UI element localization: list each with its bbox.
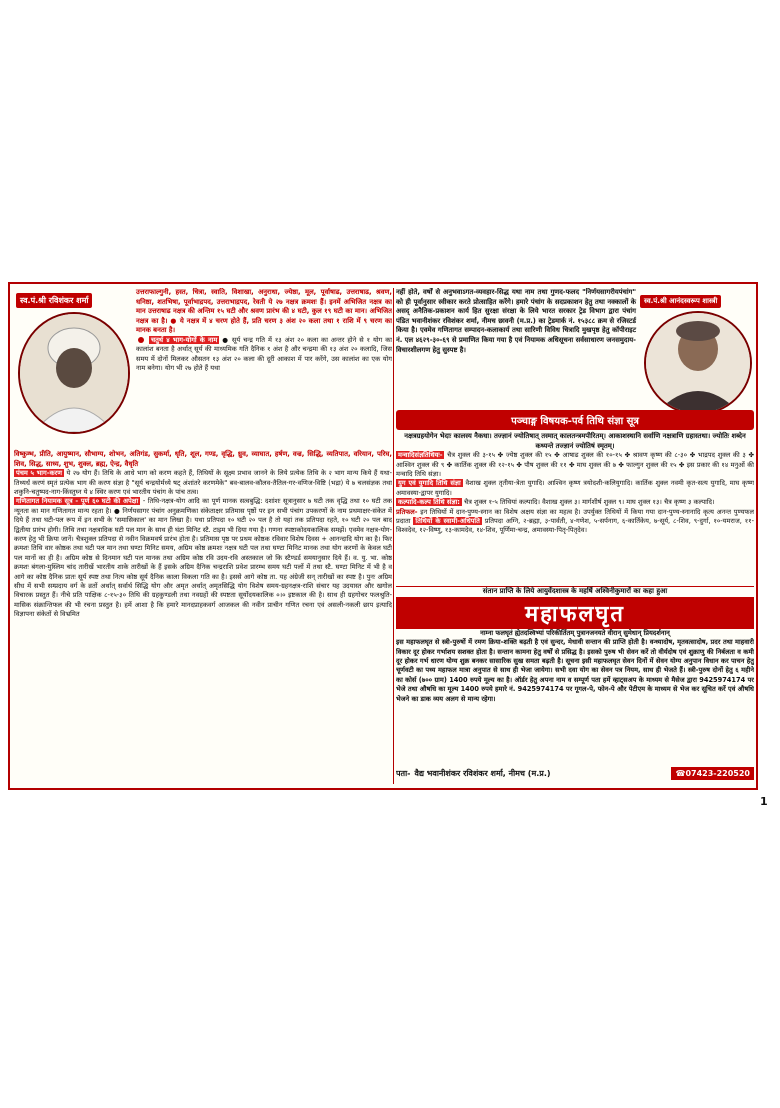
right-portrait-image [644, 311, 752, 415]
left-portrait-image [18, 312, 130, 434]
kalpadi-heading: कल्पादि-कल्प तिथि संज्ञा: [398, 498, 460, 507]
contact-prefix: पता- [396, 768, 411, 778]
karan-text: ये २७ योग हैं। तिथि के आधे भाग को करण कहते हैं, तिथियों के सूक्ष्म प्रभाव जानने के लिये प्रत्येक तिथि के २ भाग मान्य किये हैं यथा- तिथ्यर्धं करणं स्मृतं प्रत्येक भाग की करण संज्ञा है "सूर्य चन्द्रयोर्मध्ये षट् अंशांतरे करणमेके" बव-बालव-कौलव-तैतिल-गर-वणिज-विष्टि (भद्रा) ये ७ चलसंज्ञक तथा शकुनि-चतुष्पद-नाग-किंस्तुघ्न ये ४ स्थिर करण एवं भारतीय पंचांग के पांच तत्व। [14, 469, 392, 496]
nakshatra-section [136, 288, 392, 448]
pratifal-heading: प्रतिफल- [396, 507, 418, 516]
ad-shloka: नाम्ना फलघृतं ह्येतदश्विभ्यां परिकीर्तितम् पुत्रानजनयते वीरान् सुमेधान् प्रियदर्शनान् [480, 628, 670, 637]
left-portrait-name: स्व.पं.श्री रविशंकर शर्मा [16, 293, 92, 308]
swami-text: प्रतिपदा अग्नि, २-ब्रह्मा, ३-पार्वती, ४-गणेश, ५-सर्पनाग, ६-कार्तिकेय, ७-सूर्य, ८-शिव, ९-दुर्गा, १०-यमराज, ११-विश्वदेव, १२-विष्णु, १३-कामदेव, १४-शिव, पूर्णिमा-चन्द्र, अमावस्या-पितृ-पितृदेव। [396, 517, 754, 535]
pratifal-section [396, 508, 754, 536]
right-portrait-name: स्व.पं.श्री आनंदस्वरूप शास्त्री [640, 295, 721, 308]
right-column [396, 288, 754, 784]
almanac-page [8, 282, 758, 790]
ad-header: संतान प्राप्ति के लिये आयुर्वेदशास्त्र के महर्षि अश्विनीकुमारों का कहा हुआ [482, 587, 668, 595]
contact-name: वैद्य भवानीशंकर रविशंकर शर्मा, नीमच (म.प्र.) [414, 768, 551, 778]
ad-text: इस महाफलघृत से स्त्री-पुरुषों में रमण क्रिया-शक्ति बढ़ती है एवं सुन्दर, मेधावी सन्तान की प्राप्ति होती है। वन्ध्यादोष, मृतवत्सादोष, प्रदर तथा माहवारी विकार दूर होकर गर्भाशय सशक्त होता है। सन्तान कामना हेतु वर्षों से प्रसिद्ध है। इसको पुरुष भी सेवन करें तो वीर्यदोष एवं शुक्राणु की निर्बलता व कमी दूर होकर गर्भ धारण योग्य शुक्र बनकर सासारिक सुख समता बढ़ती है। सूचना इसी महाफलघृत सेवन दिनों में सेवन योग्य अनुपान विधान कर पाचन हेतु चूर्णवटी का पथ्य महाफल मात्रा अनुपात से साथ ही भेजा जायेगा। सभी दवा योग का सेवन पत्र नियम, साथ ही भेजते हैं। स्त्री-पुरुष दोनों हेतु ६ महीने का कोर्स (७०० ग्राम) 1400 रुपये मूल्य का है। ऑर्डर हेतु अपना नाम व सम्पूर्ण पता हमें व्हाट्सअप के माध्यम से मैसेज द्वारा 9425974174 पर भेजे तथा औषधि का मूल्य 1400 रुपये हमारे नं. 9425974174 पर गूगल-पे, फोन-पे और पेटीएम के माध्यम से भेज कर सूचित करें एवं औषधि भेजने का डाक व्यय अलग से मान्य रहेगा। [396, 638, 754, 703]
ad-title: महाफलघृत [396, 597, 754, 629]
nakshatra-list: उत्तराफाल्गुनी, हस्त, चित्रा, स्वाति, विशाखा, अनुराधा, ज्येष्ठा, मूल, पूर्वाषाढ, उत्तराषाढ, श्रवण, धनिष्ठा, शतभिषा, पूर्वाभाद्रपद, उत्तराभाद्रपद, रेवती ये २७ नक्षत्र क्रमशः हैं। इनमें अभिजित नक्षत्र का मान उत्तराषाढ नक्षत्र की अन्तिम १५ घटी और श्रवण प्रारंभ की ४ घटी, कुल १९ घटी का मान। अभिजित नक्षत्र का है। ● ये नक्षत्र में ४ चरण होते हैं, प्रति चरण ३ अंश २० कला तथा १ राशि में ९ चरण का मानक बनता है। [136, 288, 392, 335]
left-column [14, 288, 392, 784]
manvadi-section [396, 451, 754, 479]
karan-section [14, 469, 392, 497]
manvadi-heading: मन्वादिसंज्ञतिथियः- [398, 451, 443, 460]
left-lower-section [14, 450, 392, 784]
portrait-figure-icon [646, 313, 750, 413]
shloka-text: नक्षत्रग्रहयोगेन भेदाः कालस्य नैकधा। तज्ज्ञानं ज्योतिषात् तस्मात् कालतन्त्रमपीरितम्। आकाशस्थानि सर्वाणि नक्षत्राणि ग्रहास्तथा। ज्योतिः शब्देन कथ्यन्ते तज्ज्ञानं ज्योतिषं स्मृतम्। [404, 432, 746, 450]
yoga-heading: चतुर्थ ४ भाग-योगों के नाम [150, 335, 218, 344]
portrait-figure-icon [20, 314, 128, 432]
yoga-names [14, 450, 392, 469]
ganit-text: - तिथि-नक्षत्र-योग आदि का पूर्ण मानक सत्वबुद्धि: दशांशः सूत्रानुसार ७ घटी तक वृद्धि तथा १० घटी तक न्यूनता का मान गणितागत मान्य रहता है। ● निर्णयसागर पंचांग अनुक्रमणिका संकेताक्षर प्रतिमास पृष्ठों पर इन सभी पंचांग उपकरणों के नाम प्रथमाक्षर-संकेत में दिये हैं तथा घटी-पल रूप में इन सभी के 'समासिकाल' का मान लिखा है। यथा प्रतिपदा १० घटी २० पल है तो यहां तक प्रतिपदा रहते, १० घटी २० पल बाद द्वितीया प्रारंभ होगी। तिथि तथा नक्षत्रादिक घटी पल मान के साथ ही घंटा मिनिट स्टै. टाइम भी दिया गया है। गणना स्पष्टाकोदयकालिक समझें। एवमेव नक्षत्र-योग-करण हेतु भी क्रिया जानें। चैत्रशुक्ल प्रतिपदा से नवीन विक्रमवर्ष प्रारंभ होता है। प्रतिमास पृष्ठ पर प्रथम कोष्ठक रविवार विशेष दिवस + आनन्दादि योग का है। फिर क्रमशः तिथि वार कोष्ठक तथा घटी पल मान तथा घण्टा मिनिट समय, अग्रिम कोष्ठ क्रमशः नक्षत्र घटी पल तथा घण्टा मिनिट मानक तथा योग करणों के केवल घटी पल मानों का ही है। अग्रिम कोष्ठ से दिनमान घटी पल मानक तथा अग्रिम कोष्ठ रवि उदय-रवि अस्तकाल जो कि स्टैण्डर्ड समयानुसार दिये हैं। व. यु. भा. कोष्ठ क्रमशः बंगला-मुस्लिम चांद तारीखें भारतीय शाके तारीखों के हैं इसके अग्रिम दैनिक चन्द्रराशि प्रवेश प्रारम्भ समय घटी पलों में तथा स्टै. घण्टा मिनिट में भी है व आगे का कोष्ठ दैनिक प्रातः सूर्य स्पष्ट तथा नित्य कोष्ठ सूर्य दैनिक काला विकला गति का है। इससे आगे कोष्ठ ता. यह अंग्रेजी सन् तारीखों का स्पष्ट है। पुनः अग्रिम सीध में सभी सम्प्रदाय वर्ग के व्रतों अर्थात् सर्वार्थ सिद्धि योग और अमृत अर्थात् अमृतसिद्धि योग विशेष समय-ग्रहनक्षत्र-राशि संचार यह उदयास्त और खगोल विचारक प्रस्तुत हैं। नीचे प्रति पाक्षिक ८-१५-३० तिथि की ग्रहकुण्डली तथा नवग्रहों की स्पष्टता सूर्योदयकालिक ०।० इष्टकाल की है। साथ ही ग्रहगोचर फलश्रुति-मासिक संक्रान्तिफल की भी रचना प्रस्तुत है। हमें आशा है कि हमारे मानदप्राहकवर्ग आजकल की नवीन प्राचीन गणित रचना एवं असली-नकली छाप इत्यादि विज्ञापना संकेतों से विभ्रमित [14, 497, 392, 619]
ganit-heading: गणितागत नियामक सूत्र - पूर्ण ६० घटी की अपेक्षा [16, 497, 139, 506]
yoga-section [136, 336, 392, 374]
yugadi-heading: युग एवं युगादि तिथि संज्ञा [398, 479, 461, 488]
nakshatra-text [136, 288, 392, 336]
trademark-text: नहीं होते, वर्षों से अनुभवाऽगत-व्यवहार-सिद्ध यथा नाम तथा गुणद-फलद "निर्णयसागरीयपंचांग" को ही पूर्वानुसार स्वीकार करते प्रोत्साहित करेंगे। हमारे पंचांग के सदप्रकाशन हेतु तथा नक्कालों के असद् अनैतिक-प्रकाशन कार्य हित सुरक्षा संरक्षा के लिये भारत सरकार ट्रेड विभाग द्वारा पंचांग पंडित भवानीशंकर रविशंकर शर्मा, नीमच छावनी (म.प्र.) का ट्रेडमार्क नं. १५३८८ क्रम से रजिस्टर्ड किया है। एवमेव गणितागत सम्पादन-कलाकार्य तथा सारिणी विविध चित्रादि मुखपृष्ठ हेतु कॉपीराइट नं. एल ४६२९-३०-६९ से प्रमाणित किया गया है एवं नियामक अधिसूचना सर्वसाधारण जनसमुदाय-विचारशीलगण हेतु सुस्पष्ट है। [396, 288, 636, 354]
yugadi-section [396, 479, 754, 498]
swami-heading: तिथियों के स्वामी-अधिपति [415, 517, 480, 526]
page-number: 1 [760, 795, 768, 808]
column-divider [393, 288, 394, 784]
pratifal-text: इन तिथियों में दान-पुण्य-स्नान का विशेष अक्षय संज्ञा का महत्व है। उपर्युक्त तिथियों में किया गया दान-पुण्य-स्नानादि कृत्य अनन्त पुण्यफल प्रदाता [396, 507, 754, 526]
sutra-section [396, 410, 754, 536]
kalpadi-section [396, 498, 754, 507]
mahafal-ad [396, 586, 754, 763]
right-portrait-block [640, 288, 754, 408]
bullet-icon [138, 337, 144, 343]
sutra-banner: पञ्चाङ्ग विषयक-पर्व तिथि संज्ञा सूत्र [396, 410, 754, 430]
yoga-names-list: विष्कुम्भ, प्रीति, आयुष्मान, सौभाग्य, शोभन, अतिगंड, सुकर्मा, धृति, शूल, गण्ड, वृद्धि, ध्रुव, व्याघात, हर्षण, वज्र, सिद्धि, व्यतिपात, वरियान, परिघ, शिव, सिद्ध, साध्य, शुभ, शुक्ल, ब्रह्म, ऐन्द्र, वैधृति [14, 450, 392, 468]
left-portrait-block [14, 288, 132, 433]
kalpadi-text: चैत्र शुक्ल १-५ तिथियां कल्पादि। वैशाख शुक्ल ३। मार्गशीर्ष शुक्ल ९। माघ शुक्ल १३। चैत्र कृष्ण ३ कल्पादि। [464, 498, 715, 507]
contact-phone: ☎07423-220520 [671, 767, 754, 780]
ganit-section [14, 497, 392, 619]
manvadi-text: चैत्र शुक्ल की ३-१५ ✤ ज्येष्ठ शुक्ल की १५ ✤ आषाढ शुक्ल की १०-१५ ✤ श्रावण कृष्ण की ८-३० ✤ भाद्रपद शुक्ल की ३ ✤ आश्विन शुक्ल की ९ ✤ कार्तिक शुक्ल की १२-१५ ✤ पौष शुक्ल की ११ ✤ माघ शुक्ल की ७ ✤ फाल्गुन शुक्ल की १५ ✤ इस प्रकार की १४ मनुओं की मन्वादि तिथि संज्ञा। [396, 451, 754, 478]
karan-heading: पंचम ५ भाग-करण [16, 469, 62, 478]
contact-bar [396, 762, 754, 784]
yoga-text: ● सूर्य चन्द्र गति में १३ अंश २० कला का अन्तर होने से १ योग का कालांश बनता है अर्थात् सूर्य की माध्यमिक गति दैनिक १ अंश है और चन्द्रमा की १३ अंश २० कलादि, जिस समय में दोनों मिलकर औसतन १३ अंश २० कला की दूरी आकाश में पार करेंगे, उस कालांश का एक योग नाम बनेगा। योग भी २७ होते हैं यथा [136, 335, 392, 373]
yugadi-text: वैशाख शुक्ल तृतीया-त्रेता युगादि। आश्विन कृष्ण त्रयोदशी-कलियुगादि। कार्तिक शुक्ल नवमी कृत-सत्य युगादि, माघ कृष्ण अमावस्या-द्वापर युगादि। [396, 479, 754, 497]
right-top-text-block [396, 288, 636, 408]
